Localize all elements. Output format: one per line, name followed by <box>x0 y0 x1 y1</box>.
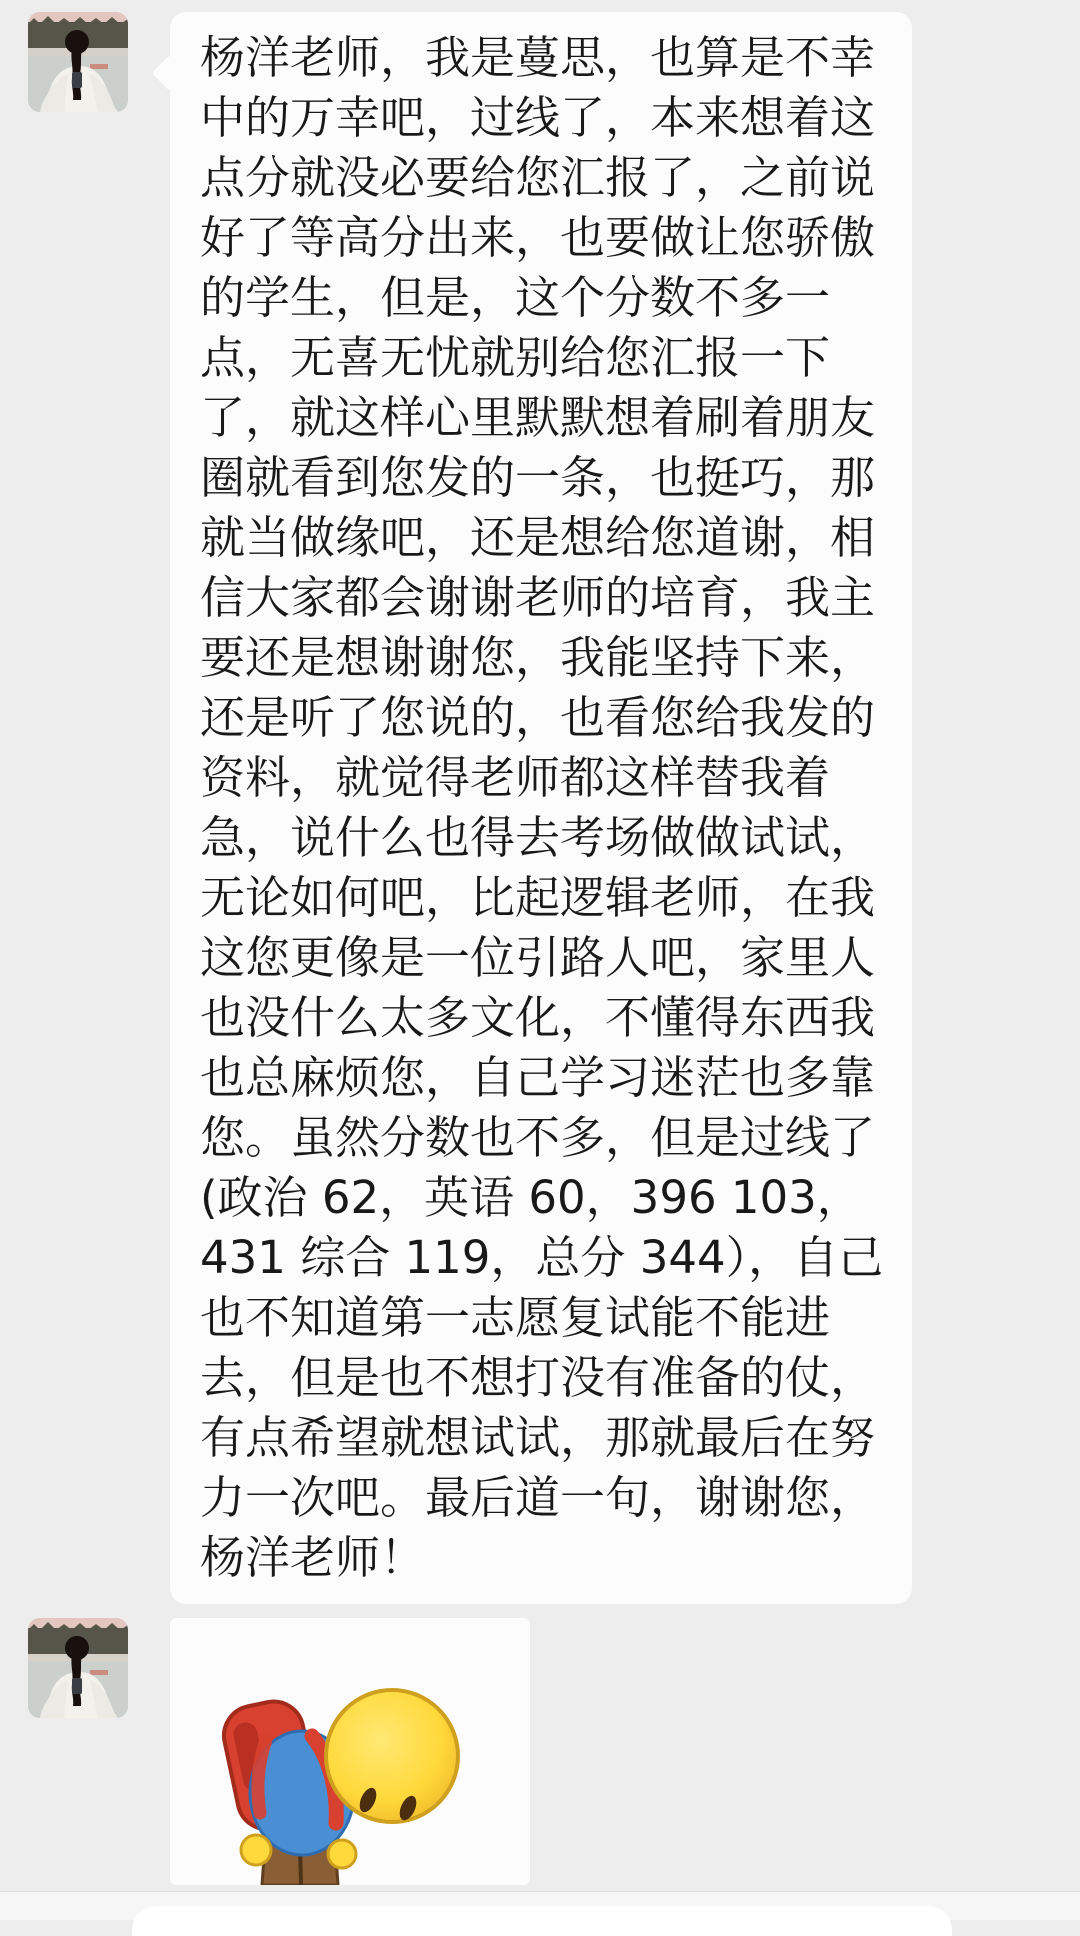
message-line: 杨洋老师！ <box>200 1531 426 1584</box>
sender-avatar[interactable] <box>28 12 128 112</box>
message-line: 急，说什么也得去考场做做试试， <box>200 811 876 864</box>
message-line: 也没什么太多文化，不懂得东西我 <box>200 991 876 1044</box>
message-line: (政治 62，英语 60，396 103， <box>200 1171 862 1224</box>
message-line: 资料，就觉得老师都这样替我着 <box>200 751 831 804</box>
message-line: 您。虽然分数也不多，但是过线了 <box>200 1111 876 1164</box>
bowing-emoji-sticker <box>170 1618 530 1885</box>
message-line: 就当做缘吧，还是想给您道谢，相 <box>200 511 876 564</box>
message-line: 点，无喜无忧就别给您汇报一下 <box>200 331 831 384</box>
message-line: 还是听了您说的，也看您给我发的 <box>200 691 876 744</box>
message-line: 了，就这样心里默默想着刷着朋友 <box>200 391 876 444</box>
message-line: 去，但是也不想打没有准备的仗， <box>200 1351 876 1404</box>
bubble-tail <box>152 55 189 92</box>
message-line: 圈就看到您发的一条，也挺巧，那 <box>200 451 876 504</box>
message-line: 也不知道第一志愿复试能不能进 <box>200 1291 831 1344</box>
avatar-frozen-lake-image <box>28 1618 128 1718</box>
message-line: 杨洋老师，我是蔓思，也算是不幸 <box>200 31 876 84</box>
next-message-bubble-peek <box>132 1906 952 1936</box>
sticker-message[interactable] <box>170 1618 530 1885</box>
message-line: 要还是想谢谢您，我能坚持下来， <box>200 631 876 684</box>
message-line: 有点希望就想试试，那就最后在努 <box>200 1411 876 1464</box>
message-text <box>200 28 886 1588</box>
message-line: 力一次吧。最后道一句，谢谢您， <box>200 1471 876 1524</box>
message-line: 信大家都会谢谢老师的培育，我主 <box>200 571 876 624</box>
message-line: 无论如何吧，比起逻辑老师，在我 <box>200 871 876 924</box>
message-line: 中的万幸吧，过线了，本来想着这 <box>200 91 876 144</box>
message-line: 好了等高分出来，也要做让您骄傲 <box>200 211 876 264</box>
message-line: 点分就没必要给您汇报了，之前说 <box>200 151 876 204</box>
avatar-frozen-lake-image <box>28 12 128 112</box>
received-message-bubble[interactable] <box>170 12 912 1604</box>
sender-avatar[interactable] <box>28 1618 128 1718</box>
message-line: 这您更像是一位引路人吧，家里人 <box>200 931 876 984</box>
message-line: 的学生，但是，这个分数不多一 <box>200 271 831 324</box>
message-line: 也总麻烦您，自己学习迷茫也多靠 <box>200 1051 876 1104</box>
message-line: 431 综合 119，总分 344），自己 <box>200 1231 884 1284</box>
